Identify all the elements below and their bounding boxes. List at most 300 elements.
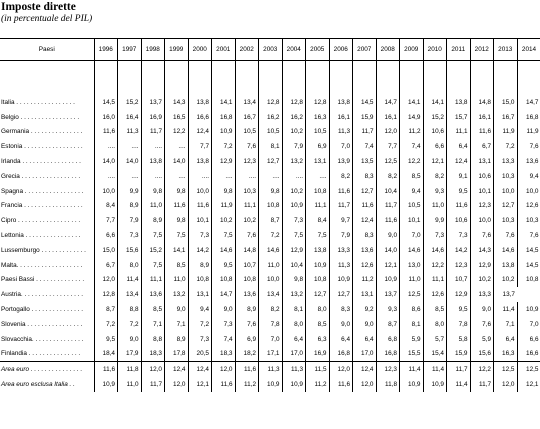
- country-cell: Slovacchia. . . . . . . . . . . . . . .: [1, 335, 84, 343]
- value-cell: 10,9: [423, 377, 447, 392]
- value-cell: 11,8: [118, 362, 142, 377]
- value-cell: 7,3: [188, 332, 212, 347]
- header-year: 2001: [212, 39, 236, 61]
- value-cell: 12,7: [259, 154, 283, 169]
- value-cell: 8,1: [282, 302, 306, 317]
- value-cell: 10,8: [259, 199, 283, 214]
- value-cell: 16,7: [494, 110, 518, 125]
- value-cell: 8,5: [141, 302, 165, 317]
- value-cell: 9,0: [329, 317, 353, 332]
- value-cell: 16,1: [376, 110, 400, 125]
- header-year: 2000: [188, 39, 212, 61]
- value-cell: 17,0: [353, 347, 377, 362]
- table-row: [0, 95, 540, 110]
- value-cell: 7,5: [141, 258, 165, 273]
- value-cell: 16,6: [517, 347, 540, 362]
- value-cell: 10,9: [212, 125, 236, 140]
- value-cell: 14,0: [94, 154, 118, 169]
- value-cell: 8,4: [306, 213, 330, 228]
- header-year: 2009: [400, 39, 424, 61]
- value-cell: 10,8: [212, 273, 236, 288]
- value-cell: 11,3: [329, 125, 353, 140]
- value-cell: 10,9: [376, 273, 400, 288]
- value-cell: 12,9: [470, 258, 494, 273]
- value-cell: 12,0: [165, 377, 189, 392]
- value-cell: 8,5: [400, 169, 424, 184]
- value-cell: 9,0: [165, 302, 189, 317]
- value-cell: 7,4: [400, 139, 424, 154]
- value-cell: 12,1: [376, 258, 400, 273]
- value-cell: 10,7: [447, 273, 471, 288]
- header-year: 2003: [259, 39, 283, 61]
- value-cell: 5,9: [470, 332, 494, 347]
- value-cell: 7,2: [188, 317, 212, 332]
- value-cell: 18,3: [141, 347, 165, 362]
- header-year: 2006: [329, 39, 353, 61]
- header-year: 1997: [118, 39, 142, 61]
- value-cell: 5,8: [447, 332, 471, 347]
- value-cell: 10,5: [306, 125, 330, 140]
- value-cell: 12,0: [376, 125, 400, 140]
- value-cell: 10,8: [306, 184, 330, 199]
- value-cell: 10,7: [235, 258, 259, 273]
- value-cell: 7,3: [118, 228, 142, 243]
- value-cell: 14,1: [165, 243, 189, 258]
- value-cell: 12,4: [353, 213, 377, 228]
- country-cell: Italia . . . . . . . . . . . . . . . . .: [1, 98, 75, 106]
- value-cell: ....: [282, 169, 306, 184]
- value-cell: 9,5: [447, 184, 471, 199]
- value-cell: 12,4: [188, 362, 212, 377]
- value-cell: 10,0: [94, 184, 118, 199]
- value-cell: 12,7: [329, 287, 353, 302]
- value-cell: 13,2: [282, 287, 306, 302]
- value-cell: 10,3: [235, 184, 259, 199]
- value-cell: 12,5: [517, 362, 540, 377]
- value-cell: 9,8: [165, 213, 189, 228]
- value-cell: 13,1: [470, 154, 494, 169]
- value-cell: 7,6: [235, 139, 259, 154]
- spacer-row: [0, 61, 540, 96]
- value-cell: 12,4: [165, 362, 189, 377]
- table-row: [0, 362, 540, 377]
- value-cell: 12,9: [447, 287, 471, 302]
- country-cell: Austria. . . . . . . . . . . . . . . . . .: [1, 291, 84, 299]
- value-cell: 12,6: [423, 287, 447, 302]
- value-cell: 7,1: [494, 317, 518, 332]
- value-cell: 15,9: [447, 347, 471, 362]
- value-cell: 12,6: [517, 199, 540, 214]
- value-cell: 10,2: [470, 273, 494, 288]
- value-cell: 9,8: [212, 184, 236, 199]
- value-cell: 7,2: [118, 317, 142, 332]
- value-cell: 14,0: [165, 154, 189, 169]
- value-cell: 15,2: [118, 95, 142, 110]
- value-cell: 6,9: [235, 332, 259, 347]
- value-cell: 17,0: [282, 347, 306, 362]
- value-cell: 7,8: [447, 317, 471, 332]
- value-cell: 16,8: [212, 110, 236, 125]
- value-cell: 7,6: [235, 317, 259, 332]
- value-cell: 13,9: [329, 154, 353, 169]
- value-cell: 11,6: [353, 199, 377, 214]
- value-cell: 14,5: [94, 95, 118, 110]
- value-cell: 7,6: [470, 317, 494, 332]
- value-cell: 7,3: [447, 228, 471, 243]
- value-cell: 7,0: [517, 317, 540, 332]
- value-cell: 11,6: [329, 377, 353, 392]
- value-cell: 16,3: [306, 110, 330, 125]
- value-cell: 11,6: [235, 362, 259, 377]
- value-cell: 6,4: [282, 332, 306, 347]
- value-cell: 10,0: [470, 213, 494, 228]
- value-cell: 11,1: [235, 199, 259, 214]
- value-cell: 8,9: [118, 199, 142, 214]
- value-cell: 12,0: [141, 362, 165, 377]
- value-cell: 5,7: [423, 332, 447, 347]
- direct-taxes-table: [0, 38, 540, 392]
- value-cell: 9,3: [376, 302, 400, 317]
- value-cell: 7,2: [94, 317, 118, 332]
- value-cell: 12,4: [447, 154, 471, 169]
- value-cell: 8,7: [259, 213, 283, 228]
- value-cell: 14,7: [517, 95, 540, 110]
- table-title: Imposte dirette: [1, 1, 76, 13]
- value-cell: 13,7: [494, 287, 518, 302]
- value-cell: 16,8: [329, 347, 353, 362]
- value-cell: 13,6: [141, 287, 165, 302]
- header-year: 2007: [353, 39, 377, 61]
- value-cell: 8,3: [353, 169, 377, 184]
- value-cell: 11,6: [376, 213, 400, 228]
- value-cell: 20,5: [188, 347, 212, 362]
- value-cell: 9,8: [282, 273, 306, 288]
- value-cell: 8,0: [118, 258, 142, 273]
- value-cell: 7,5: [141, 228, 165, 243]
- value-cell: 12,8: [94, 287, 118, 302]
- value-cell: 12,4: [353, 362, 377, 377]
- table-row: [0, 258, 540, 273]
- value-cell: 12,8: [282, 95, 306, 110]
- country-cell: Slovenia . . . . . . . . . . . . . . . .: [1, 320, 83, 328]
- value-cell: 10,9: [259, 377, 283, 392]
- value-cell: 8,7: [376, 317, 400, 332]
- value-cell: ....: [165, 139, 189, 154]
- value-cell: 10,9: [282, 377, 306, 392]
- header-year: 1996: [94, 39, 118, 61]
- value-cell: 8,2: [259, 302, 283, 317]
- value-cell: 9,1: [447, 169, 471, 184]
- value-cell: 14,1: [423, 95, 447, 110]
- value-cell: 10,9: [329, 273, 353, 288]
- value-cell: 6,4: [353, 332, 377, 347]
- value-cell: 9,0: [212, 302, 236, 317]
- value-cell: 11,9: [494, 125, 518, 140]
- value-cell: 7,6: [517, 139, 540, 154]
- value-cell: 12,7: [306, 287, 330, 302]
- header-year: 2002: [235, 39, 259, 61]
- value-cell: 7,5: [306, 228, 330, 243]
- value-cell: 16,8: [376, 347, 400, 362]
- value-cell: 11,4: [400, 362, 424, 377]
- value-cell: 18,4: [94, 347, 118, 362]
- value-cell: 7,2: [212, 139, 236, 154]
- value-cell: 11,2: [306, 377, 330, 392]
- value-cell: 7,6: [470, 228, 494, 243]
- value-cell: 12,5: [400, 287, 424, 302]
- country-cell: Portogallo . . . . . . . . . . . . . . .: [1, 306, 84, 314]
- value-cell: 7,6: [494, 228, 518, 243]
- value-cell: 8,0: [282, 317, 306, 332]
- value-cell: 12,1: [517, 377, 540, 392]
- value-cell: 16,9: [306, 347, 330, 362]
- value-cell: 9,9: [118, 184, 142, 199]
- value-cell: 6,6: [423, 139, 447, 154]
- value-cell: 11,4: [494, 302, 518, 317]
- value-cell: 10,3: [517, 213, 540, 228]
- value-cell: 11,3: [329, 258, 353, 273]
- value-cell: 9,0: [376, 228, 400, 243]
- value-cell: 15,2: [141, 243, 165, 258]
- value-cell: 11,0: [423, 199, 447, 214]
- value-cell: 11,6: [447, 199, 471, 214]
- value-cell: 12,8: [306, 95, 330, 110]
- header-year: 2005: [306, 39, 330, 61]
- value-cell: 16,0: [94, 110, 118, 125]
- value-cell: 6,6: [94, 228, 118, 243]
- value-cell: 7,9: [329, 228, 353, 243]
- value-cell: 13,4: [235, 95, 259, 110]
- value-cell: 12,0: [212, 362, 236, 377]
- value-cell: 11,6: [470, 125, 494, 140]
- value-cell: 10,9: [94, 377, 118, 392]
- value-cell: 9,8: [165, 184, 189, 199]
- value-cell: 12,5: [494, 362, 518, 377]
- value-cell: 11,8: [376, 377, 400, 392]
- value-cell: 15,2: [423, 110, 447, 125]
- value-cell: 7,3: [188, 228, 212, 243]
- value-cell: 11,0: [141, 199, 165, 214]
- value-cell: 8,0: [306, 302, 330, 317]
- table-row: [0, 317, 540, 332]
- table-row: [0, 302, 540, 317]
- value-cell: 9,5: [212, 258, 236, 273]
- value-cell: 13,7: [141, 95, 165, 110]
- value-cell: 8,2: [376, 169, 400, 184]
- value-cell: 10,1: [470, 184, 494, 199]
- value-cell: 11,6: [188, 199, 212, 214]
- value-cell: 17,1: [259, 347, 283, 362]
- value-cell: ....: [212, 169, 236, 184]
- value-cell: 11,0: [400, 273, 424, 288]
- value-cell: 7,1: [141, 317, 165, 332]
- value-cell: 12,2: [423, 258, 447, 273]
- header-year: 1999: [165, 39, 189, 61]
- value-cell: 7,6: [235, 228, 259, 243]
- value-cell: 6,6: [517, 332, 540, 347]
- table-row: [0, 199, 540, 214]
- value-cell: 14,8: [470, 95, 494, 110]
- header-year: 2008: [376, 39, 400, 61]
- value-cell: 13,1: [353, 287, 377, 302]
- value-cell: ....: [259, 169, 283, 184]
- value-cell: 9,5: [94, 332, 118, 347]
- value-cell: 11,5: [306, 362, 330, 377]
- value-cell: 11,4: [423, 362, 447, 377]
- value-cell: 12,2: [165, 125, 189, 140]
- value-cell: ....: [94, 139, 118, 154]
- value-cell: 6,7: [470, 139, 494, 154]
- value-cell: 13,8: [494, 258, 518, 273]
- value-cell: 7,3: [282, 213, 306, 228]
- value-cell: 9,5: [447, 302, 471, 317]
- value-cell: 9,2: [353, 302, 377, 317]
- value-cell: 10,9: [306, 258, 330, 273]
- value-cell: 9,0: [118, 332, 142, 347]
- value-cell: 11,6: [329, 184, 353, 199]
- value-cell: 8,0: [423, 317, 447, 332]
- value-cell: 10,0: [494, 184, 518, 199]
- value-cell: 12,3: [447, 258, 471, 273]
- value-cell: 18,3: [212, 347, 236, 362]
- value-cell: 12,6: [353, 258, 377, 273]
- value-cell: ....: [306, 169, 330, 184]
- country-cell: Malta. . . . . . . . . . . . . . . . . . .: [1, 261, 83, 269]
- value-cell: 13,8: [188, 95, 212, 110]
- value-cell: 12,8: [259, 95, 283, 110]
- value-cell: 14,0: [376, 243, 400, 258]
- value-cell: 14,1: [400, 95, 424, 110]
- value-cell: 13,8: [141, 154, 165, 169]
- value-cell: 13,3: [329, 243, 353, 258]
- value-cell: 8,2: [329, 169, 353, 184]
- value-cell: 9,8: [141, 184, 165, 199]
- header-country: Paesi: [0, 39, 94, 61]
- value-cell: 14,5: [517, 243, 540, 258]
- value-cell: 10,5: [400, 199, 424, 214]
- value-cell: 12,7: [353, 184, 377, 199]
- value-cell: 7,5: [212, 228, 236, 243]
- value-cell: 11,6: [94, 362, 118, 377]
- value-cell: 11,6: [212, 377, 236, 392]
- country-cell: Finlandia . . . . . . . . . . . . . . .: [1, 350, 81, 358]
- value-cell: 8,5: [306, 317, 330, 332]
- value-cell: 15,0: [494, 95, 518, 110]
- value-cell: 6,3: [306, 332, 330, 347]
- value-cell: 16,5: [165, 110, 189, 125]
- value-cell: 10,8: [235, 273, 259, 288]
- value-cell: 8,3: [329, 302, 353, 317]
- value-cell: 8,7: [94, 302, 118, 317]
- value-cell: 11,1: [306, 199, 330, 214]
- value-cell: 7,7: [94, 213, 118, 228]
- value-cell: 8,9: [165, 332, 189, 347]
- value-cell: 14,7: [376, 95, 400, 110]
- country-cell: Belgio . . . . . . . . . . . . . . . . .: [1, 113, 80, 121]
- value-cell: 9,8: [259, 184, 283, 199]
- value-cell: 13,8: [188, 154, 212, 169]
- table-row: [0, 228, 540, 243]
- value-cell: 7,6: [517, 228, 540, 243]
- value-cell: 14,5: [517, 258, 540, 273]
- value-cell: 10,2: [235, 213, 259, 228]
- country-cell: Spagna . . . . . . . . . . . . . . . . .: [1, 187, 84, 195]
- country-cell: Irlanda . . . . . . . . . . . . . . . . .: [1, 158, 81, 166]
- value-cell: 7,0: [259, 332, 283, 347]
- value-cell: 11,3: [282, 362, 306, 377]
- value-cell: 11,6: [94, 125, 118, 140]
- value-cell: 7,2: [494, 139, 518, 154]
- value-cell: 8,4: [94, 199, 118, 214]
- value-cell: 17,9: [118, 347, 142, 362]
- value-cell: 8,5: [423, 302, 447, 317]
- header-year: 2014: [517, 39, 540, 61]
- value-cell: 12,0: [494, 377, 518, 392]
- value-cell: 7,4: [212, 332, 236, 347]
- table-row: [0, 377, 540, 392]
- value-cell: 12,2: [470, 362, 494, 377]
- value-cell: 7,0: [329, 139, 353, 154]
- value-cell: 8,6: [400, 302, 424, 317]
- value-cell: 9,4: [188, 302, 212, 317]
- table-row: [0, 347, 540, 362]
- value-cell: 6,7: [94, 258, 118, 273]
- table-row: [0, 169, 540, 184]
- value-cell: 10,2: [494, 273, 518, 288]
- country-cell: Cipro . . . . . . . . . . . . . . . . . .: [1, 217, 81, 225]
- value-cell: 13,2: [282, 154, 306, 169]
- value-cell: 11,9: [517, 125, 540, 140]
- value-cell: 7,3: [423, 228, 447, 243]
- value-cell: 12,0: [353, 377, 377, 392]
- value-cell: 10,3: [494, 169, 518, 184]
- value-cell: 11,3: [118, 125, 142, 140]
- value-cell: 15,7: [447, 110, 471, 125]
- header-year: 2013: [494, 39, 518, 61]
- value-cell: 10,0: [259, 273, 283, 288]
- value-cell: 12,3: [470, 199, 494, 214]
- value-cell: 8,9: [188, 258, 212, 273]
- value-cell: 16,2: [259, 110, 283, 125]
- value-cell: 10,4: [282, 258, 306, 273]
- value-cell: 12,5: [376, 154, 400, 169]
- value-cell: 11,0: [118, 377, 142, 392]
- value-cell: 16,9: [141, 110, 165, 125]
- value-cell: 14,6: [494, 243, 518, 258]
- value-cell: 8,9: [235, 302, 259, 317]
- value-cell: 6,4: [447, 139, 471, 154]
- value-cell: 7,3: [212, 317, 236, 332]
- header-year: 2004: [282, 39, 306, 61]
- value-cell: 10,3: [494, 213, 518, 228]
- value-cell: 13,8: [329, 95, 353, 110]
- value-cell: 7,8: [259, 317, 283, 332]
- value-cell: 14,6: [212, 243, 236, 258]
- value-cell: 18,2: [235, 347, 259, 362]
- table-subtitle: (in percentuale del PIL): [1, 14, 93, 24]
- value-cell: 12,1: [188, 377, 212, 392]
- value-cell: 13,1: [188, 287, 212, 302]
- value-cell: 10,1: [400, 213, 424, 228]
- value-cell: 10,6: [470, 169, 494, 184]
- value-cell: 14,1: [212, 95, 236, 110]
- value-cell: 16,8: [517, 110, 540, 125]
- value-cell: 10,8: [306, 273, 330, 288]
- value-cell: 9,4: [400, 184, 424, 199]
- value-cell: 10,5: [259, 125, 283, 140]
- value-cell: 13,1: [306, 154, 330, 169]
- value-cell: ....: [235, 169, 259, 184]
